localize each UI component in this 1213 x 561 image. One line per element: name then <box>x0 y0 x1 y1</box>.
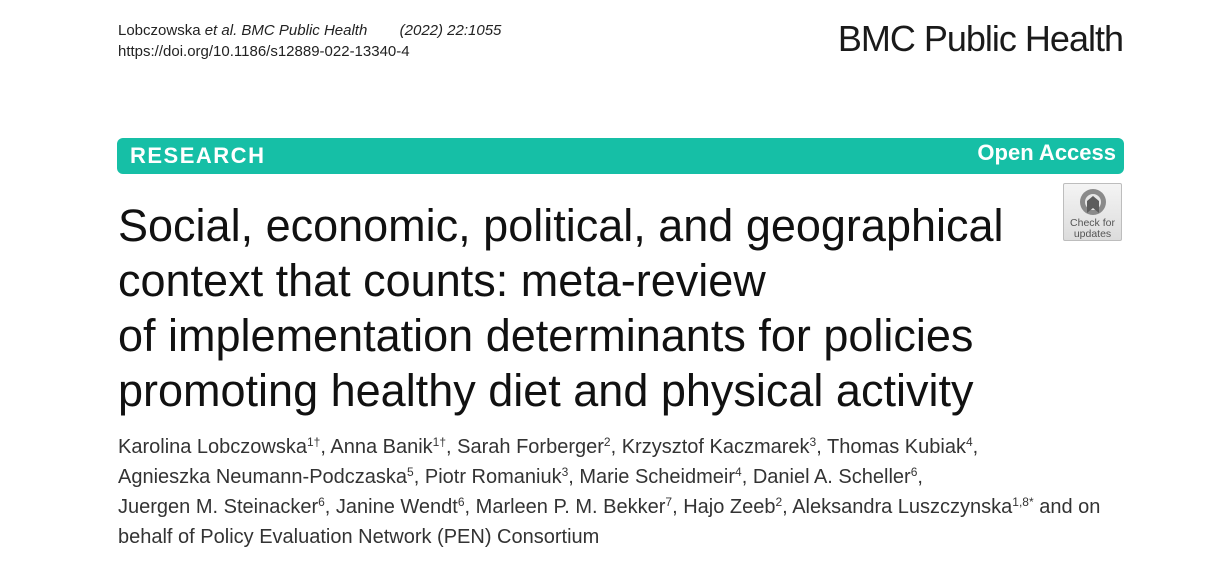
crossmark-icon <box>1078 187 1108 217</box>
author-line <box>118 432 1118 462</box>
author-separator: , <box>782 496 793 518</box>
doi-link[interactable]: https://doi.org/10.1186/s12889-022-13340-4 <box>118 43 410 60</box>
author-affiliation: 4 <box>965 435 973 449</box>
author-separator: , <box>672 496 684 518</box>
author-affiliation: 5 <box>407 465 414 479</box>
author-separator: , <box>972 436 979 458</box>
consortium-name[interactable]: behalf of Policy Evaluation Network (PEN) Consortium <box>118 526 600 548</box>
author-separator: , <box>320 436 331 458</box>
citation-block <box>118 20 501 62</box>
author-separator: , <box>324 496 336 518</box>
open-access-label: Open Access <box>977 140 1116 165</box>
author-affiliation: 2 <box>775 495 783 509</box>
author-separator: , <box>917 466 923 488</box>
check-updates-line2: updates <box>1073 228 1112 240</box>
author-line <box>118 462 1118 492</box>
author-separator: , <box>446 436 458 458</box>
author-affiliation: 1† <box>307 435 321 449</box>
title-line: of implementation determinants for policies <box>118 310 974 361</box>
title-line: promoting healthy diet and physical activity <box>118 365 974 416</box>
author-affiliation: 6 <box>318 495 325 509</box>
title-line: Social, economic, political, and geographical <box>118 200 1004 251</box>
author-name[interactable]: Daniel A. Scheller <box>752 466 911 488</box>
author-affiliation: 6 <box>910 465 918 479</box>
author-separator: , <box>413 466 425 488</box>
article-banner <box>117 138 1124 174</box>
check-updates-line1: Check for <box>1070 217 1115 229</box>
title-line: context that counts: meta-review <box>118 255 766 306</box>
author-affiliation: 1† <box>432 435 447 449</box>
citation-journal: BMC Public Health <box>241 22 368 39</box>
article-type-label: RESEARCH <box>130 143 266 168</box>
author-affiliation: 3 <box>561 465 569 479</box>
author-name[interactable]: Anna Banik <box>330 436 433 458</box>
journal-logo: BMC Public Health <box>837 18 1123 59</box>
author-affiliation: 3 <box>809 435 817 449</box>
author-name[interactable]: Juergen M. Steinacker <box>118 496 319 518</box>
author-name[interactable]: Krzysztof Kaczmarek <box>621 436 810 458</box>
author-affiliation: 7 <box>665 495 673 509</box>
article-title <box>118 198 1058 418</box>
author-list <box>118 432 1118 552</box>
author-separator: , <box>464 496 476 518</box>
author-name[interactable]: Hajo Zeeb <box>683 496 776 518</box>
author-name[interactable]: Piotr Romaniuk <box>424 466 562 488</box>
author-affiliation: 6 <box>457 495 465 509</box>
author-name[interactable]: Sarah Forberger <box>457 436 604 458</box>
author-separator: , <box>741 466 753 488</box>
author-name[interactable]: Marleen P. M. Bekker <box>475 496 666 518</box>
author-separator: and on <box>1033 496 1101 518</box>
author-name[interactable]: Janine Wendt <box>335 496 458 518</box>
author-separator: , <box>816 436 827 458</box>
author-affiliation: 4 <box>735 465 742 479</box>
author-line <box>118 492 1118 522</box>
author-line <box>118 522 1118 552</box>
citation-author: Lobczowska <box>118 22 201 39</box>
check-for-updates-button[interactable] <box>1063 183 1122 241</box>
citation-volume: (2022) 22:1055 <box>399 22 502 39</box>
author-name[interactable]: Marie Scheidmeir <box>579 466 735 488</box>
citation-line <box>118 20 501 41</box>
citation-etal: et al. <box>204 22 238 39</box>
author-affiliation: 2 <box>603 435 611 449</box>
author-name[interactable]: Karolina Lobczowska <box>118 436 307 458</box>
author-separator: , <box>568 466 580 488</box>
author-name[interactable]: Aleksandra Luszczynska <box>792 496 1013 518</box>
author-affiliation: 1,8* <box>1012 495 1034 509</box>
author-name[interactable]: Agnieszka Neumann-Podczaska <box>118 466 408 488</box>
author-name[interactable]: Thomas Kubiak <box>827 436 966 458</box>
author-separator: , <box>610 436 622 458</box>
